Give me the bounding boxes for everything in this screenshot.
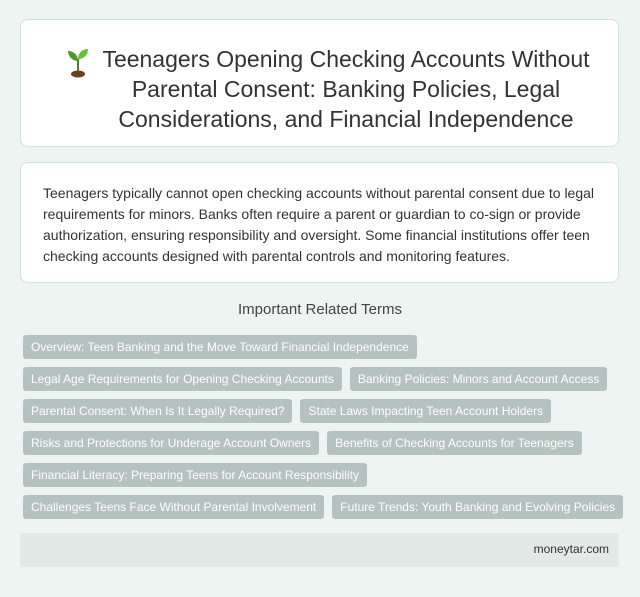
footer-bar (20, 533, 619, 567)
related-terms-list (23, 335, 623, 527)
term-tag-state-laws[interactable]: State Laws Impacting Teen Account Holders (300, 399, 551, 423)
term-row (23, 399, 623, 423)
summary-text: Teenagers typically cannot open checking accounts without parental consent due to legal requirements for minors. Banks often require a parent or guardian to co-sign or provide authorization, ensuring responsibility and oversight. Some financial institutions offer teen checking accounts designed with parental controls and monitoring features. (43, 185, 595, 264)
term-tag-future-trends[interactable]: Future Trends: Youth Banking and Evolving Policies (332, 495, 623, 519)
related-terms-heading: Important Related Terms (238, 301, 402, 318)
term-tag-financial-literacy[interactable]: Financial Literacy: Preparing Teens for Account Responsibility (23, 463, 367, 487)
term-tag-risks-protections[interactable]: Risks and Protections for Underage Account Owners (23, 431, 319, 455)
term-tag-teen-banking-overview[interactable]: Overview: Teen Banking and the Move Toward Financial Independence (23, 335, 417, 359)
term-tag-legal-age[interactable]: Legal Age Requirements for Opening Checking Accounts (23, 367, 342, 391)
summary-card (20, 162, 619, 283)
term-row (23, 495, 623, 519)
title-card (20, 19, 619, 147)
term-row (23, 431, 623, 455)
page-title: Teenagers Opening Checking Accounts Without Parental Consent: Banking Policies, Legal Considerations, and Financial Independence (102, 46, 590, 132)
term-row (23, 335, 623, 359)
term-tag-parental-consent[interactable]: Parental Consent: When Is It Legally Required? (23, 399, 292, 423)
term-tag-challenges[interactable]: Challenges Teens Face Without Parental Involvement (23, 495, 324, 519)
term-tag-banking-policies[interactable]: Banking Policies: Minors and Account Access (350, 367, 607, 391)
term-row (23, 463, 623, 487)
site-name: moneytar.com (533, 542, 609, 556)
term-row (23, 367, 623, 391)
term-tag-benefits[interactable]: Benefits of Checking Accounts for Teenagers (327, 431, 582, 455)
